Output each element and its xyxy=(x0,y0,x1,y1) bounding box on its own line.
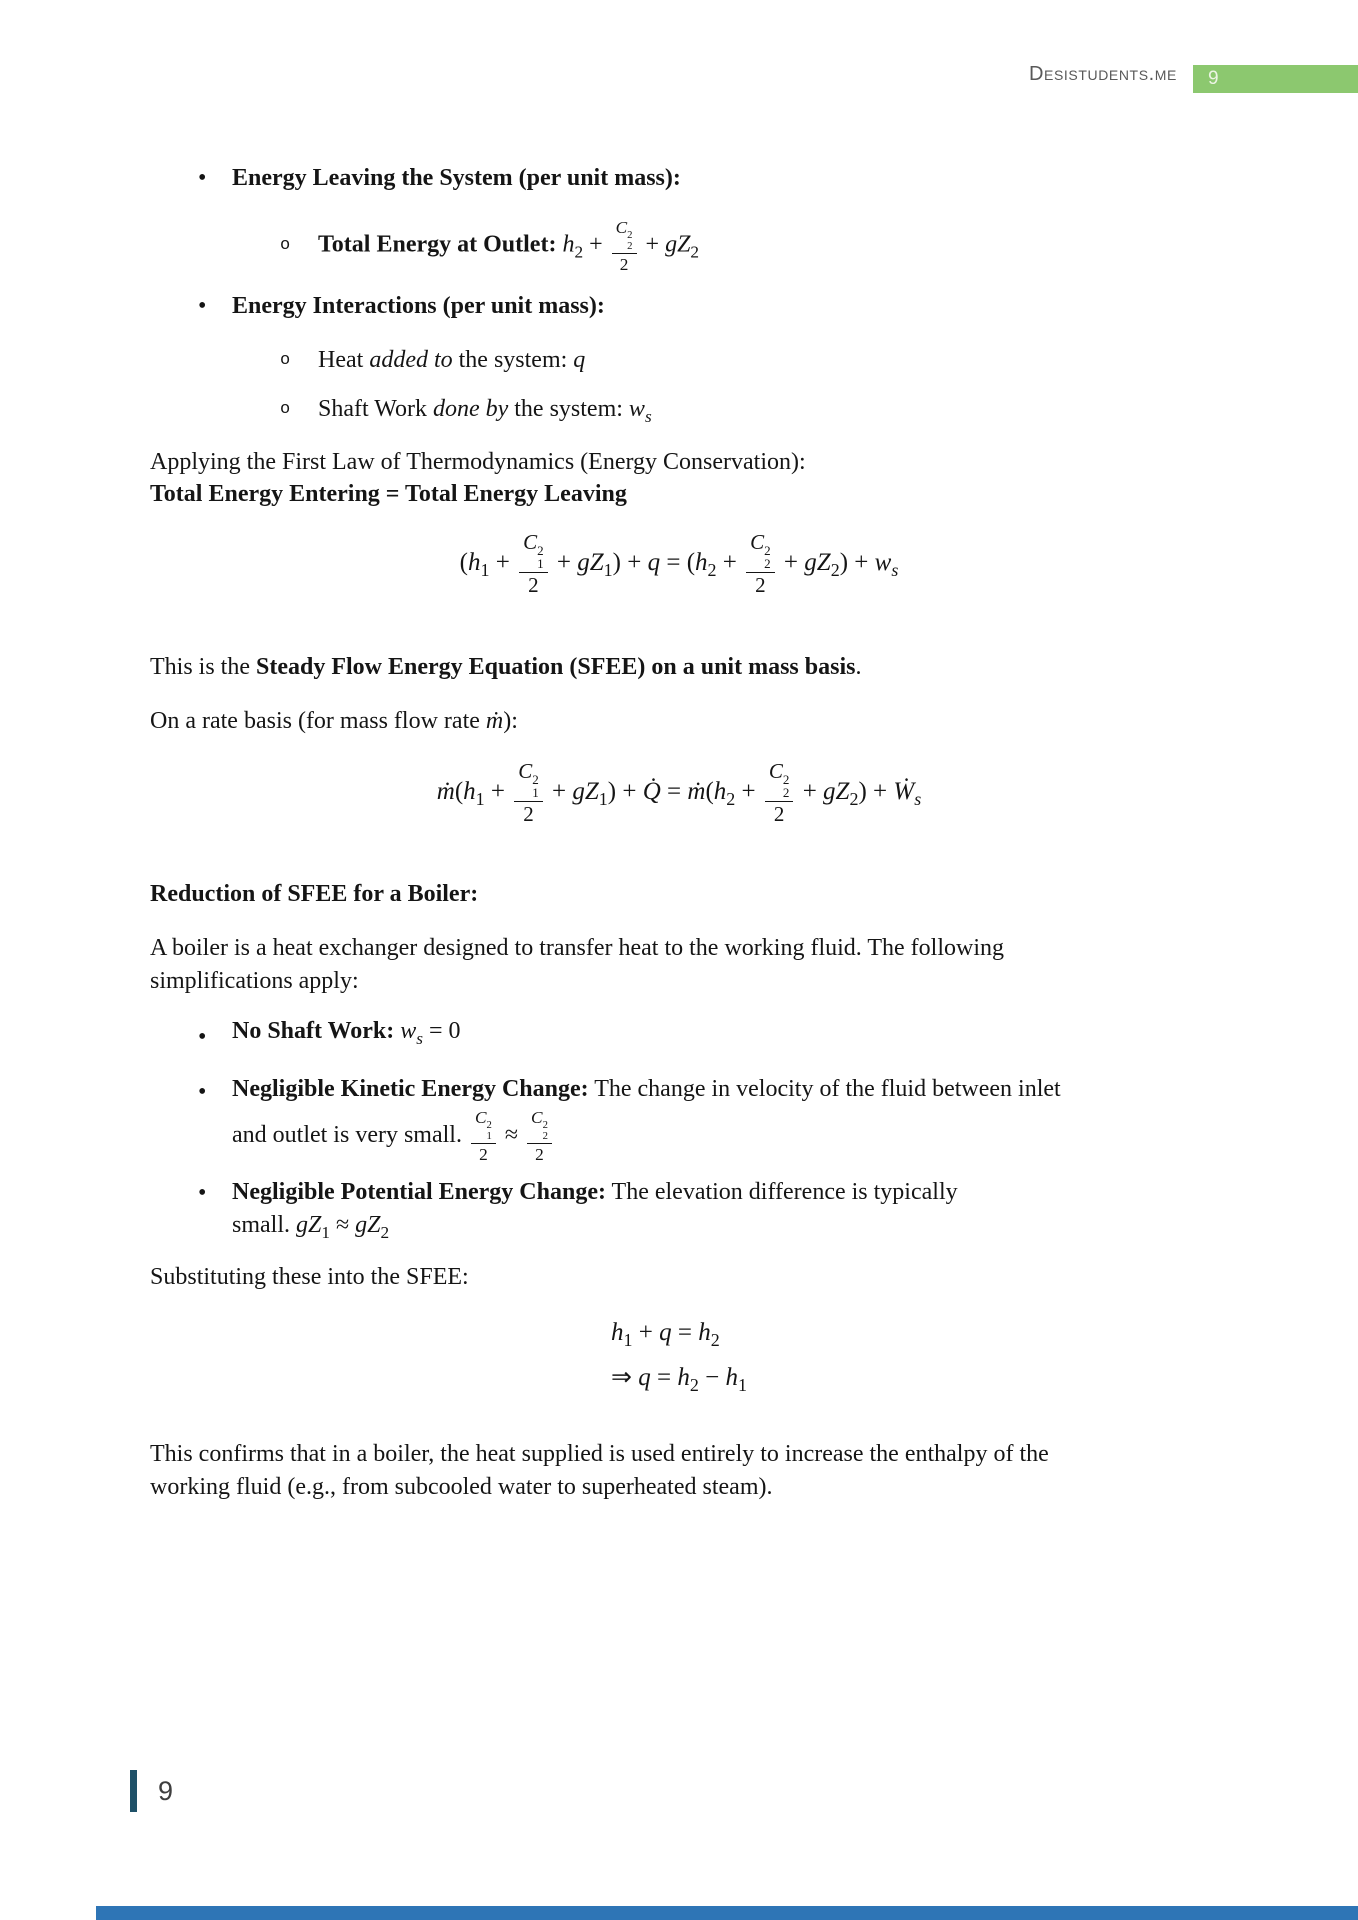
equation-line: $h_1 + q = h_2$ xyxy=(611,1319,720,1350)
list-item-text: Energy Interactions (per unit mass): xyxy=(232,293,605,319)
equation-line: ⇒ $q = h_2 - h_1$ xyxy=(611,1364,747,1395)
list-item-energy-leaving xyxy=(150,162,1214,194)
list-item-text: Shaft Work done by the system: $w_s$ xyxy=(318,396,652,426)
paragraph-boiler: A boiler is a heat exchanger designed to transfer heat to the working fluid. The following simplifications apply: xyxy=(150,935,1004,994)
list-item-text: No Shaft Work: $w_s = 0$ xyxy=(232,1018,461,1048)
page-number-badge xyxy=(1193,65,1358,93)
list-item-no-shaft-work xyxy=(150,1018,1214,1052)
list-item-negligible-pe xyxy=(150,1176,1214,1249)
list-item-text: Total Energy at Outlet: $h_2$ + C 2 2 2 + $gZ_2$ xyxy=(318,217,700,275)
list-item-text: Negligible Kinetic Energy Change: The change in velocity of the fluid between inlet and outlet is very small. C 2 1 2 ≈ C 2 2 2 xyxy=(232,1076,1061,1165)
badge-number: 9 xyxy=(1208,68,1219,89)
paragraph-rate-basis: On a rate basis (for mass flow rate ṁ): xyxy=(150,708,518,734)
paragraph-sfee-name: This is the Steady Flow Energy Equation (SFEE) on a unit mass basis. xyxy=(150,654,862,680)
paragraph-confirmation: This confirms that in a boiler, the heat supplied is used entirely to increase the enthalpy of the working fluid (e.g., from subcooled water to superheated steam). xyxy=(150,1441,1049,1500)
paragraph-line: Applying the First Law of Thermodynamics (Energy Conservation): xyxy=(150,449,806,475)
list-item-text: Heat added to the system: q xyxy=(318,347,586,373)
circle-bullet-icon: o xyxy=(280,351,291,370)
footer-page-number: 9 xyxy=(158,1776,174,1806)
bullet-icon: • xyxy=(198,1079,207,1105)
bullet-icon: • xyxy=(198,165,207,191)
site-name: Desistudents.me xyxy=(1028,63,1177,85)
paragraph-line: Total Energy Entering = Total Energy Leaving xyxy=(150,481,627,507)
equation-rate xyxy=(0,760,1358,826)
bullet-icon: • xyxy=(198,293,207,319)
list-item-negligible-ke xyxy=(150,1070,1214,1164)
equation-content: $ṁ(h_1$ + C 2 1 2 + $gZ_1$) + Q̇ = $ṁ(h_2$ + C 2 2 2 + $gZ_2$) + Ẇ$_s$ xyxy=(436,758,922,826)
circle-bullet-icon: o xyxy=(280,400,291,419)
footer-accent-bar xyxy=(130,1770,137,1812)
paragraph-first-law xyxy=(150,446,1214,510)
list-item-heat-added xyxy=(150,344,1214,376)
list-item-shaft-work xyxy=(150,393,1214,433)
list-item-text: Energy Leaving the System (per unit mass): xyxy=(232,165,681,191)
equation-boiler-result xyxy=(0,1314,1358,1404)
bullet-icon: • xyxy=(198,1180,207,1206)
list-item-text: Negligible Potential Energy Change: The elevation difference is typically small. $gZ_1 \approx gZ_2$ xyxy=(232,1179,958,1242)
equation-content: ($h_1$ + C 2 1 2 + $gZ_1) + q = (h_2$ + C 2 2 2 + $gZ_2) + w_s$ xyxy=(459,529,899,597)
paragraph-substituting: Substituting these into the SFEE: xyxy=(150,1264,469,1290)
list-item-total-energy-outlet xyxy=(150,218,1214,274)
equation-sfee xyxy=(0,531,1358,597)
heading-boiler-reduction: Reduction of SFEE for a Boiler: xyxy=(150,881,479,907)
list-item-energy-interactions xyxy=(150,290,1214,322)
footer-bottom-bar xyxy=(96,1906,1358,1920)
bullet-icon: • xyxy=(198,1024,207,1050)
circle-bullet-icon: o xyxy=(280,236,291,255)
